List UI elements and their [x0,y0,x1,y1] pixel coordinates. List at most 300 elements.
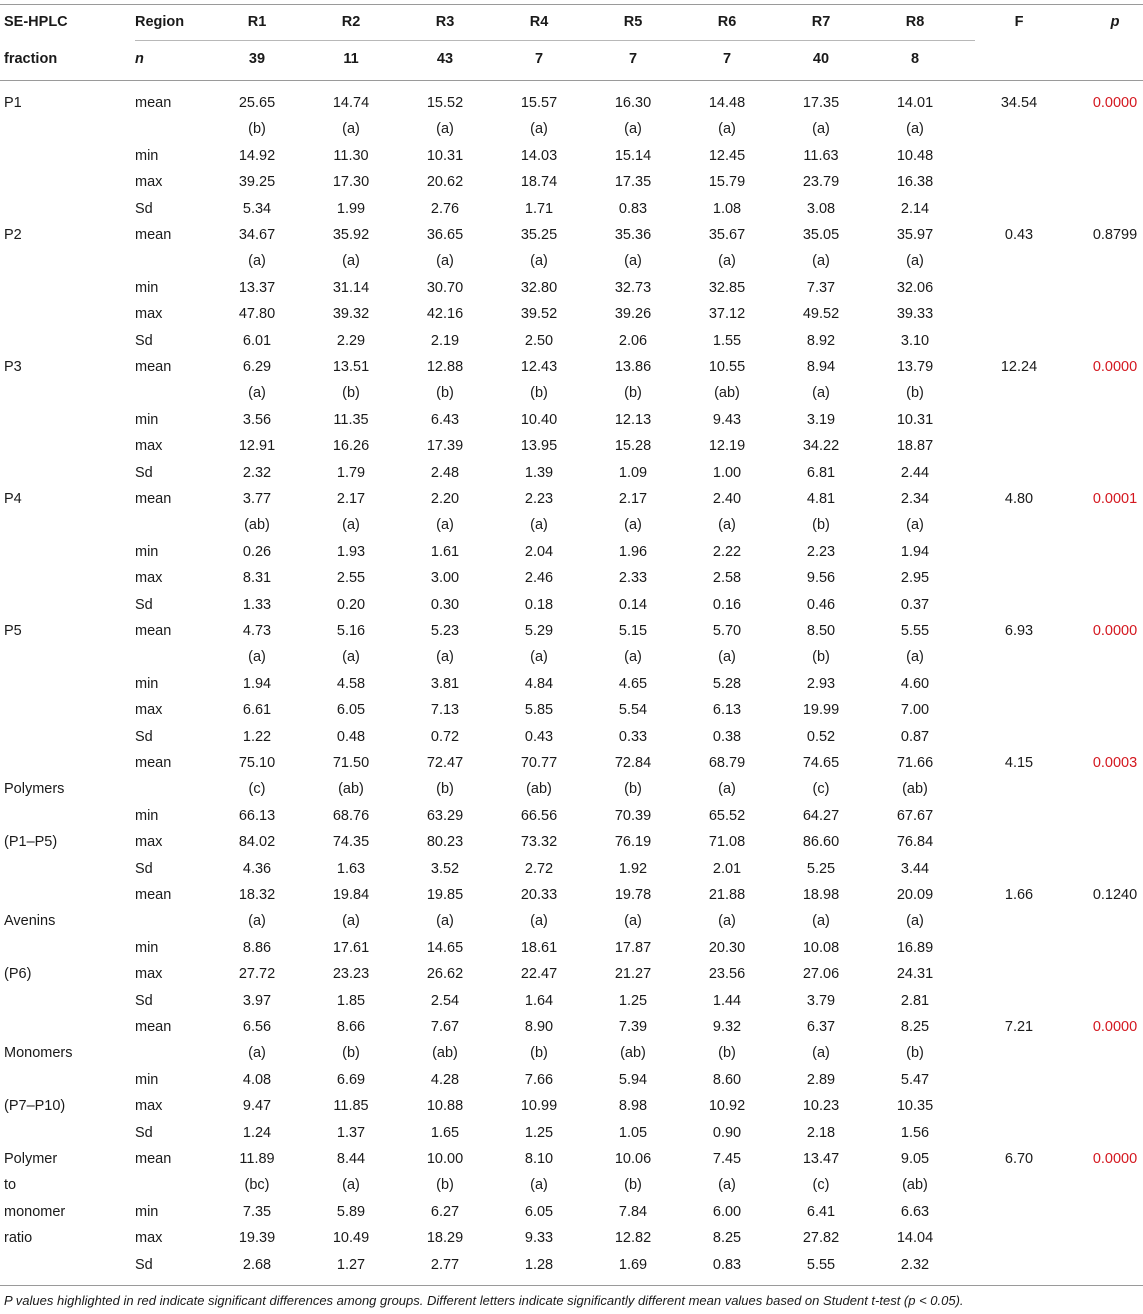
value-cell-r3: 18.29 [426,1230,464,1247]
value-cell-r5: 12.13 [614,411,652,428]
value-cell-r8: 6.63 [900,1203,930,1220]
value-cell-r7: 0.52 [806,728,836,745]
value-cell-r6: 10.55 [708,359,746,375]
value-cell-r2: (a) [342,517,360,534]
value-cell-r2: 68.76 [332,807,370,824]
value-cell-r2: 11.85 [333,1098,369,1115]
value-cell-r3: 7.67 [430,1019,460,1035]
p-value: 0.0000 [1092,1019,1138,1035]
value-cell-r2: 6.69 [336,1071,366,1088]
value-cell-r2: 5.16 [336,623,366,639]
value-cell-r2: (a) [342,253,360,270]
value-cell-r3: 7.13 [430,702,460,719]
value-cell-r5: 13.86 [614,359,652,375]
value-cell-r4: 7.66 [524,1071,554,1088]
value-cell-r8: 2.14 [900,200,930,217]
table-row [0,169,1143,195]
value-cell-r6: 0.16 [712,596,742,613]
stat-label: min [135,1203,159,1220]
value-cell-r1: 66.13 [238,807,276,824]
value-cell-r2: 17.30 [332,174,370,191]
value-cell-r2: 1.63 [336,860,366,877]
table-row [0,1120,1143,1146]
value-cell-r4: 1.39 [524,464,554,481]
value-cell-r3: 1.65 [430,1124,460,1141]
value-cell-r6: 6.00 [712,1203,742,1220]
value-cell-r6: 20.30 [708,939,746,956]
value-cell-r4: 18.61 [520,939,558,956]
n-r3: 43 [436,51,454,67]
value-cell-r1: 3.56 [242,411,272,428]
table-row [0,1252,1143,1278]
value-cell-r6: (a) [718,913,736,930]
value-cell-r1: (a) [248,649,266,666]
fraction-label: Polymers [4,781,65,798]
value-cell-r1: (b) [248,121,266,138]
value-cell-r4: 1.25 [524,1124,554,1141]
value-cell-r6: 9.32 [712,1019,742,1035]
value-cell-r2: 0.48 [336,728,366,745]
value-cell-r5: (a) [624,121,642,138]
value-cell-r3: 30.70 [426,279,464,296]
stat-label: Sd [135,464,153,481]
f-value: 0.43 [1004,227,1034,243]
value-cell-r5: 5.15 [618,623,648,639]
value-cell-r5: 0.83 [618,200,648,217]
fraction-label: Avenins [4,913,56,930]
value-cell-r6: (a) [718,517,736,534]
f-value: 6.93 [1004,623,1034,639]
value-cell-r7: 86.60 [802,834,840,851]
value-cell-r4: 15.57 [520,95,558,111]
value-cell-r2: 1.27 [336,1256,366,1273]
value-cell-r4: 18.74 [520,174,558,191]
fraction-label: monomer [4,1203,66,1220]
value-cell-r5: 1.05 [618,1124,648,1141]
value-cell-r3: 63.29 [426,807,464,824]
p-value: 0.0003 [1092,755,1138,771]
value-cell-r4: (a) [530,121,548,138]
value-cell-r1: 3.77 [242,491,272,507]
value-cell-r3: 10.00 [426,1151,464,1167]
p-value: 0.0000 [1092,359,1138,375]
value-cell-r4: (b) [530,1045,548,1062]
table-row [0,90,1143,116]
value-cell-r4: 2.04 [524,543,554,560]
value-cell-r4: 14.03 [520,147,558,164]
value-cell-r1: 84.02 [238,834,276,851]
stat-label: mean [135,1019,172,1035]
value-cell-r2: 14.74 [332,95,370,111]
value-cell-r2: 5.89 [336,1203,366,1220]
f-value: 4.80 [1004,491,1034,507]
value-cell-r2: 39.32 [332,306,370,323]
value-cell-r7: (b) [812,517,830,534]
value-cell-r4: 5.85 [524,702,554,719]
value-cell-r4: 6.05 [524,1203,554,1220]
value-cell-r6: 2.40 [712,491,742,507]
value-cell-r8: 2.95 [900,570,930,587]
value-cell-r5: (a) [624,913,642,930]
value-cell-r7: 2.18 [806,1124,836,1141]
value-cell-r3: 0.72 [430,728,460,745]
value-cell-r5: 7.84 [618,1203,648,1220]
value-cell-r1: 27.72 [238,966,276,983]
stat-label: mean [135,623,172,639]
value-cell-r2: 0.20 [336,596,366,613]
col-header-r8: R8 [905,14,925,30]
table-row [0,882,1143,908]
value-cell-r7: 27.82 [802,1230,840,1247]
value-cell-r6: 12.19 [708,438,746,455]
stat-label: mean [135,227,172,243]
value-cell-r5: 5.94 [618,1071,648,1088]
value-cell-r4: (b) [530,385,548,402]
value-cell-r5: (b) [624,781,642,798]
value-cell-r4: 35.25 [520,227,558,243]
table-row [0,512,1143,538]
value-cell-r2: 1.93 [336,543,366,560]
value-cell-r2: 1.85 [336,992,366,1009]
value-cell-r2: 74.35 [332,834,370,851]
value-cell-r4: 8.10 [524,1151,554,1167]
value-cell-r6: 0.83 [712,1256,742,1273]
value-cell-r1: 19.39 [238,1230,276,1247]
value-cell-r6: 1.00 [712,464,742,481]
value-cell-r8: 71.66 [896,755,934,771]
value-cell-r8: 16.89 [896,939,934,956]
f-value: 6.70 [1004,1151,1034,1167]
table-row [0,407,1143,433]
value-cell-r7: 10.23 [802,1098,840,1115]
value-cell-r5: 39.26 [614,306,652,323]
value-cell-r7: 8.50 [806,623,836,639]
stat-label: mean [135,1151,172,1167]
value-cell-r6: 12.45 [708,147,746,164]
value-cell-r3: (b) [436,781,454,798]
value-cell-r3: 1.61 [430,543,460,560]
n-r8: 8 [910,51,920,67]
value-cell-r6: (b) [718,1045,736,1062]
stat-label: Sd [135,1256,153,1273]
value-cell-r3: 2.77 [430,1256,460,1273]
table-row [0,1067,1143,1093]
fraction-label: (P6) [4,966,32,983]
value-cell-r7: 9.56 [806,570,836,587]
value-cell-r8: 2.44 [900,464,930,481]
value-cell-r6: 5.70 [712,623,742,639]
value-cell-r7: 3.19 [806,411,836,428]
value-cell-r1: 4.36 [242,860,272,877]
value-cell-r1: 13.37 [238,279,276,296]
stat-label: min [135,543,159,560]
stat-label: Sd [135,596,153,613]
value-cell-r3: 42.16 [426,306,464,323]
value-cell-r7: 64.27 [802,807,840,824]
n-r6: 7 [722,51,732,67]
value-cell-r5: 1.96 [618,543,648,560]
value-cell-r4: (ab) [526,781,552,798]
region-rule [135,40,975,41]
value-cell-r6: 2.01 [712,860,742,877]
value-cell-r1: (ab) [244,517,270,534]
value-cell-r5: 17.35 [614,174,652,191]
value-cell-r7: 6.81 [806,464,836,481]
value-cell-r3: 2.20 [430,491,460,507]
stat-label: max [135,306,163,323]
value-cell-r1: 6.61 [242,702,272,719]
table-row [0,803,1143,829]
value-cell-r4: (a) [530,913,548,930]
value-cell-r4: 12.43 [520,359,558,375]
stat-label: Sd [135,332,153,349]
table-row [0,592,1143,618]
value-cell-r6: (ab) [714,385,740,402]
value-cell-r4: 5.29 [524,623,554,639]
value-cell-r3: 5.23 [430,623,460,639]
value-cell-r2: (a) [342,649,360,666]
value-cell-r4: 1.28 [524,1256,554,1273]
value-cell-r4: 1.64 [524,992,554,1009]
value-cell-r5: 8.98 [618,1098,648,1115]
table-row [0,301,1143,327]
table-row [0,961,1143,987]
value-cell-r5: 7.39 [618,1019,648,1035]
stat-label: max [135,174,163,191]
f-value: 34.54 [1000,95,1038,111]
value-cell-r2: 2.55 [336,570,366,587]
value-cell-r8: 35.97 [896,227,934,243]
value-cell-r1: 25.65 [238,95,276,111]
value-cell-r5: 12.82 [614,1230,652,1247]
value-cell-r7: 7.37 [806,279,836,296]
stat-label: min [135,675,159,692]
table-row [0,908,1143,934]
value-cell-r5: 32.73 [614,279,652,296]
stat-label: max [135,438,163,455]
value-cell-r2: (a) [342,121,360,138]
n-r7: 40 [812,51,830,67]
value-cell-r7: 18.98 [802,887,840,903]
table-row [0,776,1143,802]
value-cell-r6: 5.28 [712,675,742,692]
value-cell-r7: 5.25 [806,860,836,877]
value-cell-r2: 71.50 [332,755,370,771]
value-cell-r2: 2.29 [336,332,366,349]
fraction-label: Monomers [4,1045,73,1062]
value-cell-r2: 16.26 [332,438,370,455]
value-cell-r7: (a) [812,1045,830,1062]
value-cell-r1: 8.31 [242,570,272,587]
table-row [0,1146,1143,1172]
value-cell-r7: 2.89 [806,1071,836,1088]
value-cell-r7: (b) [812,649,830,666]
stat-label: Sd [135,728,153,745]
value-cell-r7: 19.99 [802,702,840,719]
value-cell-r2: (a) [342,913,360,930]
value-cell-r5: 2.33 [618,570,648,587]
value-cell-r6: 2.22 [712,543,742,560]
table-row [0,433,1143,459]
value-cell-r8: 18.87 [896,438,934,455]
p-value: 0.8799 [1092,227,1138,243]
value-cell-r1: 75.10 [238,755,276,771]
fraction-label: P3 [4,359,22,375]
value-cell-r5: 4.65 [618,675,648,692]
value-cell-r5: 19.78 [614,887,652,903]
value-cell-r7: 6.41 [806,1203,836,1220]
value-cell-r2: 1.79 [336,464,366,481]
stat-label: max [135,570,163,587]
value-cell-r4: 0.43 [524,728,554,745]
value-cell-r3: 19.85 [426,887,464,903]
value-cell-r8: 3.10 [900,332,930,349]
value-cell-r3: 17.39 [426,438,464,455]
value-cell-r7: (c) [812,781,830,798]
p-value: 0.0000 [1092,1151,1138,1167]
table-row [0,354,1143,380]
value-cell-r7: 23.79 [802,174,840,191]
stat-label: Sd [135,992,153,1009]
value-cell-r4: (a) [530,649,548,666]
value-cell-r5: (a) [624,253,642,270]
value-cell-r6: 0.38 [712,728,742,745]
table-row [0,750,1143,776]
stat-label: min [135,1071,159,1088]
value-cell-r7: 35.05 [802,227,840,243]
value-cell-r1: 5.34 [242,200,272,217]
table-row [0,196,1143,222]
value-cell-r2: 31.14 [332,279,370,296]
col-header-f: F [1014,14,1024,30]
value-cell-r5: 21.27 [614,966,652,983]
fraction-label: (P7–P10) [4,1098,66,1115]
n-r1: 39 [248,51,266,67]
value-cell-r2: 1.99 [336,200,366,217]
col-header-fraction-2: fraction [4,51,58,67]
value-cell-r2: (b) [342,385,360,402]
value-cell-r3: (b) [436,385,454,402]
p-value: 0.0001 [1092,491,1138,507]
value-cell-r6: 14.48 [708,95,746,111]
value-cell-r5: 17.87 [614,939,652,956]
table-row [0,1093,1143,1119]
stat-label: min [135,807,159,824]
value-cell-r5: 1.92 [618,860,648,877]
fraction-label: P4 [4,491,22,507]
value-cell-r8: 8.25 [900,1019,930,1035]
value-cell-r6: 0.90 [712,1124,742,1141]
stat-label: mean [135,359,172,375]
value-cell-r3: 2.48 [430,464,460,481]
table-row [0,697,1143,723]
table-row [0,539,1143,565]
value-cell-r3: (a) [436,517,454,534]
table-row [0,644,1143,670]
value-cell-r4: (a) [530,517,548,534]
value-cell-r8: 4.60 [900,675,930,692]
value-cell-r8: 10.31 [896,411,934,428]
table-row [0,380,1143,406]
value-cell-r1: 6.29 [242,359,272,375]
value-cell-r1: (a) [248,1045,266,1062]
value-cell-r8: 7.00 [900,702,930,719]
value-cell-r1: (a) [248,253,266,270]
value-cell-r8: (ab) [902,1177,928,1194]
f-value: 1.66 [1004,887,1034,903]
value-cell-r4: 1.71 [524,200,554,217]
value-cell-r7: 2.23 [806,543,836,560]
value-cell-r1: 18.32 [238,887,276,903]
value-cell-r2: 4.58 [336,675,366,692]
value-cell-r3: 6.27 [430,1203,460,1220]
value-cell-r5: 2.17 [618,491,648,507]
value-cell-r8: (a) [906,121,924,138]
table-row [0,1014,1143,1040]
value-cell-r2: 17.61 [332,939,370,956]
value-cell-r1: (a) [248,385,266,402]
value-cell-r1: 9.47 [242,1098,272,1115]
fraction-label: to [4,1177,17,1194]
f-value: 4.15 [1004,755,1034,771]
value-cell-r1: 2.32 [242,464,272,481]
value-cell-r5: (ab) [620,1045,646,1062]
value-cell-r3: (a) [436,121,454,138]
value-cell-r8: 13.79 [896,359,934,375]
value-cell-r8: 5.55 [900,623,930,639]
value-cell-r4: (a) [530,253,548,270]
value-cell-r1: 11.89 [239,1151,275,1167]
value-cell-r2: 6.05 [336,702,366,719]
value-cell-r3: 80.23 [426,834,464,851]
value-cell-r1: 34.67 [238,227,276,243]
value-cell-r8: 14.01 [896,95,934,111]
stat-label: mean [135,755,172,771]
value-cell-r3: 6.43 [430,411,460,428]
value-cell-r6: 1.44 [712,992,742,1009]
fraction-label: P1 [4,95,22,111]
stat-label: max [135,1230,163,1247]
value-cell-r4: 2.46 [524,570,554,587]
value-cell-r3: 36.65 [426,227,464,243]
value-cell-r5: 1.69 [618,1256,648,1273]
value-cell-r2: 8.44 [336,1151,366,1167]
value-cell-r3: 2.54 [430,992,460,1009]
value-cell-r8: 14.04 [896,1230,934,1247]
value-cell-r8: 5.47 [900,1071,930,1088]
value-cell-r4: 10.40 [520,411,558,428]
value-cell-r6: 71.08 [708,834,746,851]
value-cell-r7: 27.06 [802,966,840,983]
table-row [0,143,1143,169]
value-cell-r6: 37.12 [708,306,746,323]
col-header-region: Region [135,14,185,30]
value-cell-r3: 3.81 [430,675,460,692]
value-cell-r1: 2.68 [242,1256,272,1273]
value-cell-r1: 3.97 [242,992,272,1009]
value-cell-r2: 11.35 [333,411,369,428]
table-row [0,618,1143,644]
table-row [0,1199,1143,1225]
top-rule [0,4,1143,5]
value-cell-r4: 13.95 [520,438,558,455]
value-cell-r6: 6.13 [712,702,742,719]
table-row [0,988,1143,1014]
value-cell-r3: 10.88 [426,1098,464,1115]
value-cell-r7: (a) [812,385,830,402]
table-row [0,275,1143,301]
value-cell-r2: 23.23 [332,966,370,983]
